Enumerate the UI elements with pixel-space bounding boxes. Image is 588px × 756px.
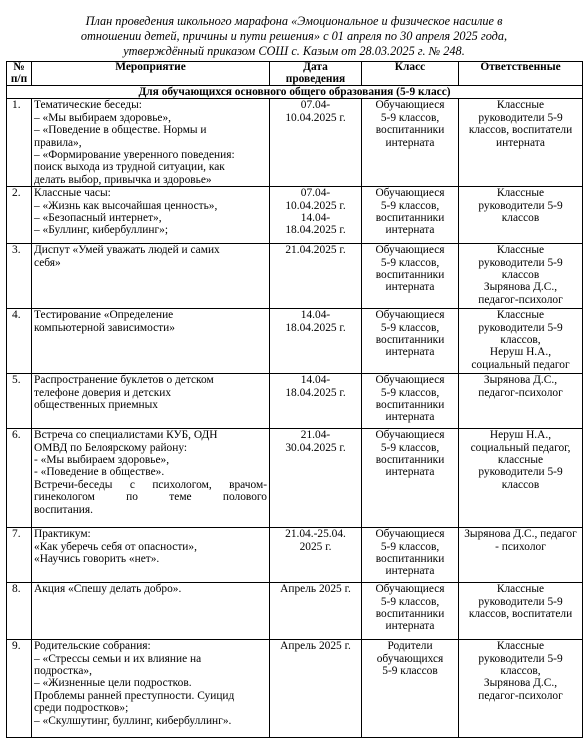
cell-line: интерната	[385, 466, 435, 479]
cell-line: классов	[501, 212, 540, 225]
cell-line: руководители 5-9	[478, 199, 563, 212]
cell-line: Встречи-беседы с психологом, врачом-	[34, 478, 267, 491]
cell-line: 14.04-	[300, 212, 331, 225]
cell-responsible	[459, 374, 583, 429]
table-row	[7, 99, 583, 187]
table-row	[7, 583, 583, 640]
document-title	[0, 14, 588, 59]
cell-line: Обучающиеся	[375, 187, 445, 200]
cell-line: руководители 5-9	[478, 466, 563, 479]
cell-line: 5-9 классов,	[380, 199, 440, 212]
cell-line: классов,	[500, 334, 541, 347]
header-event: Мероприятие	[32, 62, 270, 86]
cell-responsible	[459, 244, 583, 309]
cell-line: руководители 5-9	[478, 595, 563, 608]
cell-line: – «Скулшутинг, буллинг, кибербуллинг».	[34, 714, 232, 727]
cell-line: Обучающиеся	[375, 429, 445, 442]
cell-line: классов, воспитатели	[468, 608, 573, 621]
cell-line: - психолог	[495, 540, 546, 553]
title-line: отношении детей, причины и пути решения» с 01 апреля по 30 апреля 2025 года,	[80, 29, 508, 43]
cell-line: Распространение буклетов о детском	[34, 374, 214, 387]
events-table	[6, 61, 583, 738]
cell-line: Встреча со специалистами КУБ, ОДН	[34, 429, 218, 442]
cell-line: 21.04.-25.04.	[285, 528, 346, 541]
cell-event	[32, 187, 270, 244]
cell-line: 18.04.2025 г.	[285, 321, 346, 334]
cell-line: педагог-психолог	[478, 386, 563, 399]
cell-line: классные	[497, 454, 544, 467]
cell-line: правила»,	[34, 136, 82, 149]
cell-line: Апрель 2025 г.	[280, 583, 351, 596]
cell-line: Проблемы ранней преступности. Суицид	[34, 689, 235, 702]
cell-line: - «Поведение в обществе».	[34, 466, 165, 479]
cell-line: 5-9 классов,	[380, 111, 440, 124]
cell-line: – «Жизненные цели подростков.	[34, 677, 192, 690]
cell-line: «Как уберечь себя от опасности»,	[34, 540, 197, 553]
cell-date	[270, 528, 362, 583]
cell-line: 10.04.2025 г.	[285, 111, 346, 124]
cell-line: Зырянова Д.С., педагог	[464, 528, 577, 541]
cell-line: воспитанники	[375, 454, 445, 467]
cell-num: 7.	[7, 528, 32, 583]
cell-line: 14.04-	[300, 309, 331, 322]
cell-line: - «Мы выбираем здоровье»,	[34, 454, 170, 467]
cell-line: воспитанники	[375, 124, 445, 137]
cell-line: Родительские собрания:	[34, 640, 151, 653]
cell-date	[270, 187, 362, 244]
cell-line: социальный педагог,	[470, 441, 571, 454]
cell-line: 18.04.2025 г.	[285, 386, 346, 399]
cell-line: Обучающиеся	[375, 374, 445, 387]
cell-line: общественных приемных	[34, 399, 158, 412]
cell-line: Классные	[496, 640, 545, 653]
cell-event	[32, 640, 270, 738]
cell-num: 2.	[7, 187, 32, 244]
cell-line: поиск выхода из трудной ситуации, как	[34, 161, 225, 174]
cell-line: 5-9 классов,	[380, 441, 440, 454]
cell-num: 1.	[7, 99, 32, 187]
cell-line: интерната	[496, 136, 545, 149]
cell-date	[270, 309, 362, 374]
cell-line: воспитанники	[375, 212, 445, 225]
cell-date	[270, 640, 362, 738]
cell-line: Практикум:	[34, 528, 91, 541]
cell-event	[32, 528, 270, 583]
cell-line: классов	[501, 478, 540, 491]
cell-line: воспитанники	[375, 269, 445, 282]
header-class: Класс	[362, 62, 459, 86]
cell-line: интерната	[385, 281, 435, 294]
cell-event	[32, 309, 270, 374]
title-line: утверждённый приказом СОШ с. Казым от 28.03.2025 г. № 248.	[123, 44, 465, 58]
cell-date	[270, 99, 362, 187]
cell-line: Зырянова Д.С.,	[483, 281, 558, 294]
table-body	[7, 99, 583, 738]
table-header-row	[7, 62, 583, 86]
cell-line: – «Жизнь как высочайшая ценность»,	[34, 199, 218, 212]
cell-responsible	[459, 640, 583, 738]
cell-line: социальный педагог	[471, 358, 570, 371]
cell-line: воспитанники	[375, 399, 445, 412]
cell-responsible	[459, 583, 583, 640]
cell-line: телефоне доверия и детских	[34, 386, 172, 399]
cell-line: воспитанники	[375, 553, 445, 566]
title-line: План проведения школьного марафона «Эмоциональное и физическое насилие в	[85, 14, 503, 28]
cell-line: Тематические беседы:	[34, 99, 142, 112]
cell-line: «Научись говорить «нет».	[34, 553, 160, 566]
cell-line: классов	[501, 269, 540, 282]
cell-num: 4.	[7, 309, 32, 374]
cell-line: 21.04.2025 г.	[285, 244, 346, 257]
cell-line: руководители 5-9	[478, 321, 563, 334]
cell-line: Зырянова Д.С.,	[483, 677, 558, 690]
cell-line: интерната	[385, 136, 435, 149]
cell-line: руководители 5-9	[478, 256, 563, 269]
cell-num: 8.	[7, 583, 32, 640]
cell-line: Классные	[496, 187, 545, 200]
cell-line: 07.04-	[300, 99, 331, 112]
cell-line: интерната	[385, 224, 435, 237]
cell-line: Обучающиеся	[375, 309, 445, 322]
cell-line: Классные	[496, 244, 545, 257]
cell-line: интерната	[385, 565, 435, 578]
cell-date	[270, 244, 362, 309]
cell-num: 6.	[7, 429, 32, 528]
cell-line: классов,	[500, 665, 541, 678]
cell-date	[270, 429, 362, 528]
cell-event	[32, 374, 270, 429]
cell-line: – «Поведение в обществе. Нормы и	[34, 124, 207, 137]
cell-line: Обучающиеся	[375, 583, 445, 596]
cell-class	[362, 528, 459, 583]
cell-line: Классные	[496, 99, 545, 112]
cell-line: делать выбор, привычка и здоровье»	[34, 173, 212, 186]
table-row	[7, 640, 583, 738]
header-date: Дата проведения	[270, 62, 362, 86]
cell-line: классов, воспитатели	[468, 124, 573, 137]
table-row	[7, 374, 583, 429]
cell-line: среди подростков»;	[34, 702, 129, 715]
table-row	[7, 309, 583, 374]
cell-line: воспитания.	[34, 503, 93, 516]
cell-line: компьютерной зависимости»	[34, 321, 175, 334]
cell-line: 5-9 классов,	[380, 540, 440, 553]
cell-responsible	[459, 309, 583, 374]
cell-line: – «Мы выбираем здоровье»,	[34, 111, 171, 124]
cell-line: обучающихся	[376, 652, 444, 665]
cell-line: 5-9 классов,	[380, 256, 440, 269]
cell-line: воспитанники	[375, 608, 445, 621]
cell-line: – «Формирование уверенного поведения:	[34, 149, 235, 162]
cell-line: Апрель 2025 г.	[280, 640, 351, 653]
cell-line: Акция «Спешу делать добро».	[34, 583, 182, 596]
cell-line: руководители 5-9	[478, 111, 563, 124]
cell-responsible	[459, 528, 583, 583]
cell-line: интерната	[385, 411, 435, 424]
cell-class	[362, 187, 459, 244]
section-row	[7, 86, 583, 99]
header-responsible: Ответственные	[459, 62, 583, 86]
cell-line: интерната	[385, 346, 435, 359]
cell-line: интерната	[385, 620, 435, 633]
table-row	[7, 429, 583, 528]
cell-line: – «Стрессы семьи и их влияние на	[34, 652, 202, 665]
cell-line: воспитанники	[375, 334, 445, 347]
cell-line: Тестирование «Определение	[34, 309, 174, 322]
cell-num: 5.	[7, 374, 32, 429]
cell-line: Классные часы:	[34, 187, 111, 200]
cell-event	[32, 583, 270, 640]
table-row	[7, 244, 583, 309]
cell-line: 5-9 классов	[382, 665, 438, 678]
header-num: № п/п	[7, 62, 32, 86]
cell-line: – «Буллинг, кибербуллинг»;	[34, 224, 169, 237]
cell-line: педагог-психолог	[478, 689, 563, 702]
cell-line: Обучающиеся	[375, 528, 445, 541]
cell-line: 21.04-	[300, 429, 331, 442]
cell-event	[32, 244, 270, 309]
cell-responsible	[459, 187, 583, 244]
cell-class	[362, 583, 459, 640]
cell-num: 3.	[7, 244, 32, 309]
cell-line: 30.04.2025 г.	[285, 441, 346, 454]
table-row	[7, 187, 583, 244]
cell-line: руководители 5-9	[478, 652, 563, 665]
cell-class	[362, 374, 459, 429]
cell-line: Неруш Н.А.,	[489, 346, 552, 359]
cell-line: 10.04.2025 г.	[285, 199, 346, 212]
cell-line: Зырянова Д.С.,	[483, 374, 558, 387]
cell-date	[270, 374, 362, 429]
cell-class	[362, 640, 459, 738]
cell-line: ОМВД по Белоярскому району:	[34, 441, 188, 454]
cell-line: Обучающиеся	[375, 244, 445, 257]
cell-responsible	[459, 429, 583, 528]
cell-line: Классные	[496, 309, 545, 322]
cell-line: гинекологом по теме полового	[34, 491, 267, 504]
cell-line: 18.04.2025 г.	[285, 224, 346, 237]
cell-event	[32, 429, 270, 528]
table-row	[7, 528, 583, 583]
cell-line: Обучающиеся	[375, 99, 445, 112]
cell-date	[270, 583, 362, 640]
cell-line: подростка»,	[34, 665, 92, 678]
cell-line: педагог-психолог	[478, 293, 563, 306]
cell-class	[362, 99, 459, 187]
cell-event	[32, 99, 270, 187]
cell-line: Родители	[387, 640, 433, 653]
cell-responsible	[459, 99, 583, 187]
cell-num: 9.	[7, 640, 32, 738]
cell-class	[362, 309, 459, 374]
cell-line: 07.04-	[300, 187, 331, 200]
cell-line: 5-9 классов,	[380, 321, 440, 334]
cell-line: 2025 г.	[299, 540, 332, 553]
cell-line: – «Безопасный интернет»,	[34, 212, 162, 225]
cell-line: 5-9 классов,	[380, 386, 440, 399]
cell-line: Неруш Н.А.,	[489, 429, 552, 442]
cell-line: Классные	[496, 583, 545, 596]
cell-line: 5-9 классов,	[380, 595, 440, 608]
cell-line: себя»	[34, 256, 61, 269]
cell-class	[362, 244, 459, 309]
section-title: Для обучающихся основного общего образования (5-9 класс)	[7, 86, 583, 99]
cell-class	[362, 429, 459, 528]
cell-line: 14.04-	[300, 374, 331, 387]
cell-line: Диспут «Умей уважать людей и самих	[34, 244, 220, 257]
